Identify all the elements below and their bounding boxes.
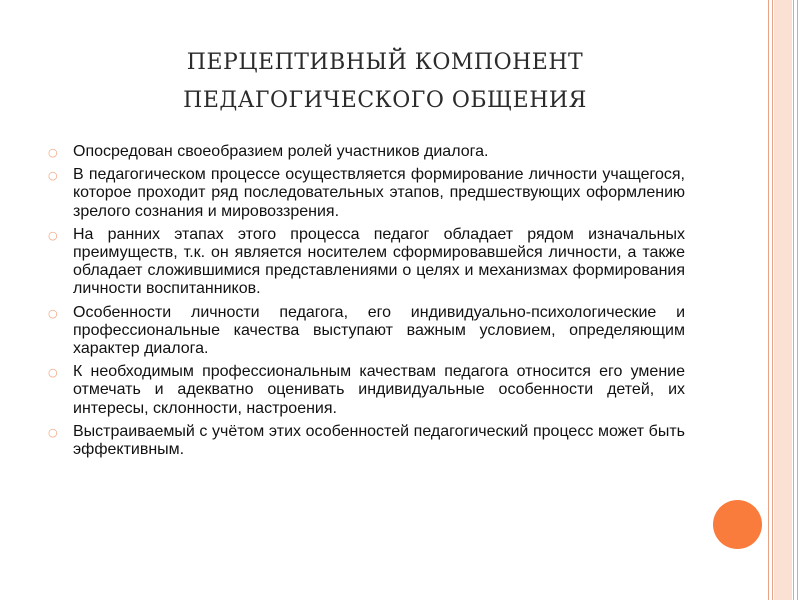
hollow-circle-bullet-icon: ○ [48,146,58,159]
decorative-orange-circle [713,500,762,549]
list-item [48,363,685,418]
list-item [48,166,685,221]
decorative-stripe-line [768,0,769,600]
list-item [48,423,685,459]
decorative-stripe-line [797,0,798,600]
hollow-circle-bullet-icon: ○ [48,306,58,320]
decorative-stripe-line [793,0,794,600]
bullet-text: На ранних этапах этого процесса педагог обладает рядом изначальных преимуществ, т.к. он является носителем сформировавшейся личности, а также обладает сложившимися представлениями о целях и механизмах формирования личности воспитанников. [73,225,685,298]
bullet-list [48,143,685,464]
slide-title [70,44,700,120]
hollow-circle-bullet-icon: ○ [48,366,58,380]
slide-title-line-1: ПЕРЦЕПТИВНЫЙ КОМПОНЕНТ [186,50,584,75]
hollow-circle-bullet-icon: ○ [48,228,58,242]
hollow-circle-bullet-icon: ○ [48,169,58,183]
bullet-text: Выстраиваемый с учётом этих особенностей педагогический процесс может быть эффективным. [73,422,685,459]
list-item [48,226,685,299]
slide-title-line-2: ПЕДАГОГИЧЕСКОГО ОБЩЕНИЯ [183,88,587,113]
hollow-circle-bullet-icon: ○ [48,425,58,439]
decorative-stripe-line [772,0,773,600]
bullet-text: В педагогическом процессе осуществляется формирование личности учащегося, которое проходит ряд последовательных этапов, предшествующих оформлению зрелого сознания и мировоззрения. [73,166,685,220]
bullet-text: К необходимым профессиональным качествам педагога относится его умение отмечать и адекватно оценивать индивидуальные особенности детей, их интересы, склонности, настроения. [73,363,685,417]
list-item [48,304,685,359]
bullet-text: Особенности личности педагога, его индивидуально-психологические и профессиональные качества выступают важным условием, определяющим характер диалога. [73,303,685,358]
decorative-stripe-band [774,0,792,600]
bullet-text: Опосредован своеобразием ролей участников диалога. [73,143,489,160]
list-item [48,143,685,161]
